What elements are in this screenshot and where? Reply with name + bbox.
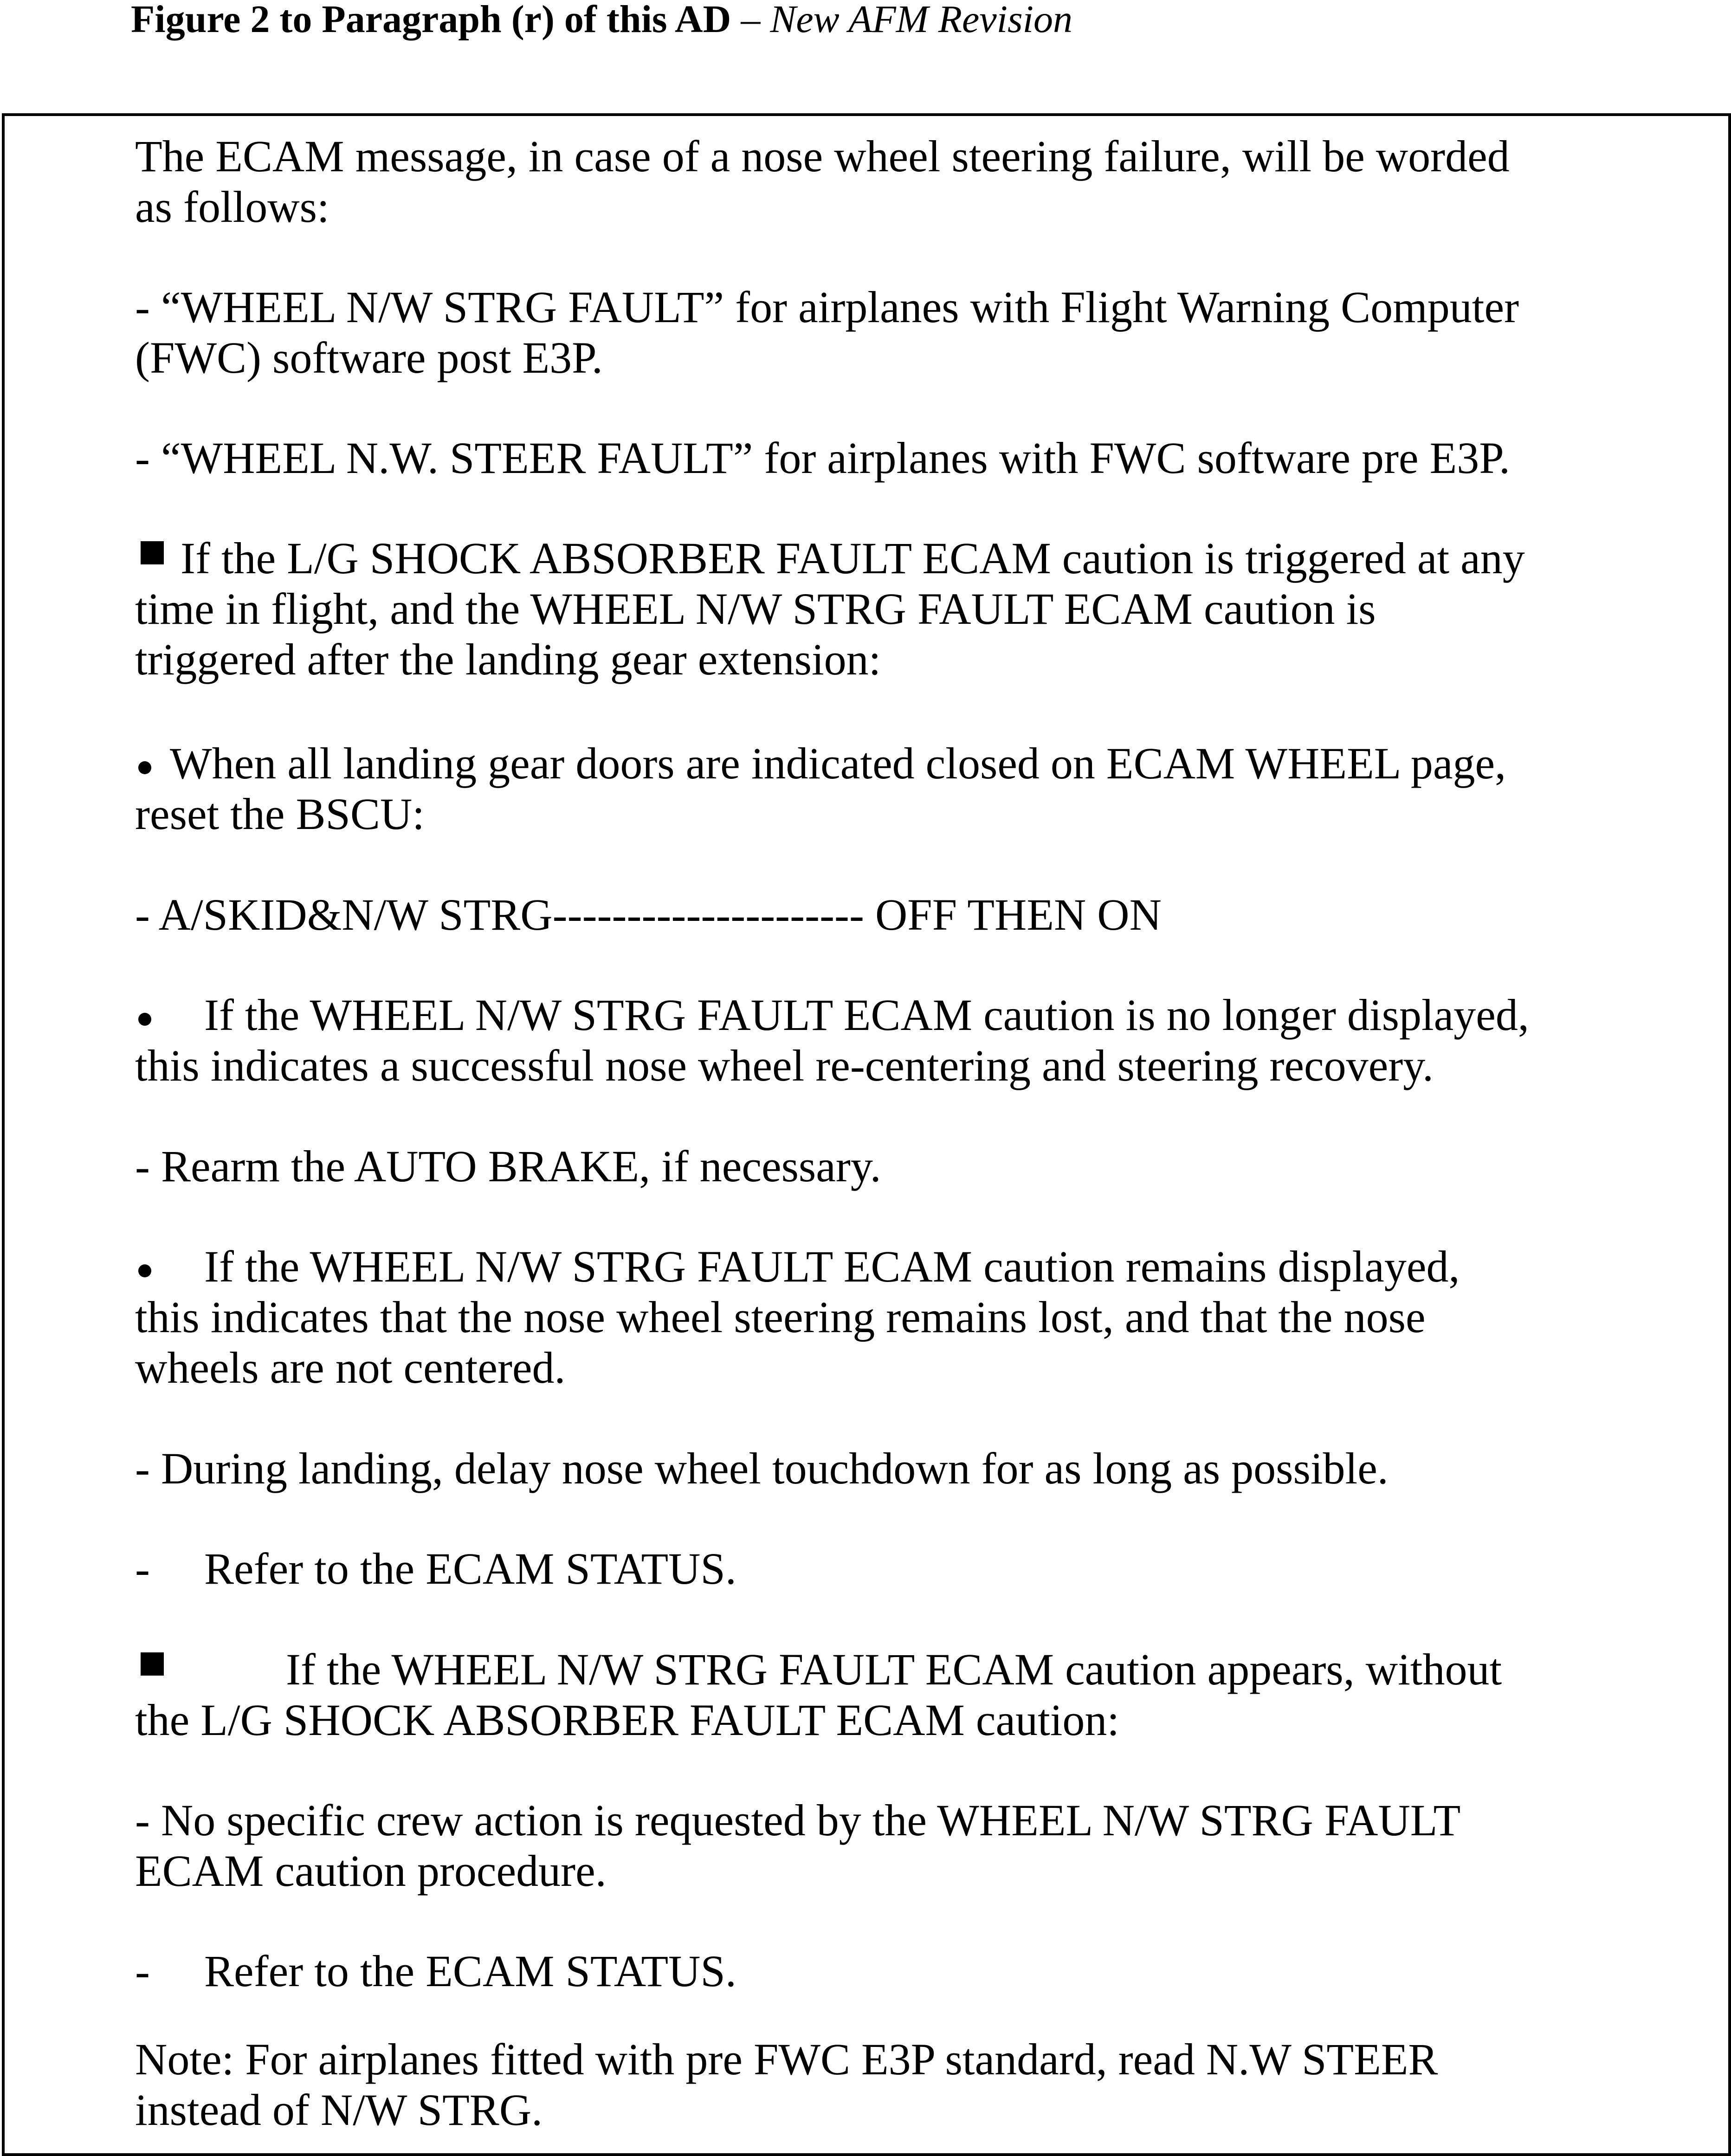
bullet-dot-icon	[138, 1264, 151, 1277]
figure-title: Figure 2 to Paragraph (r) of this AD	[131, 0, 731, 41]
caution-cleared-line-2: this indicates a successful nose wheel re-centering and steering recovery.	[135, 1041, 1434, 1090]
square-bullet-icon	[141, 541, 164, 564]
message-post-e3p-line-1: - “WHEEL N/W STRG FAULT” for airplanes with Flight Warning Computer	[135, 282, 1519, 332]
ecam-status-dash: -	[135, 1544, 150, 1593]
caution-remains-line-3: wheels are not centered.	[135, 1343, 566, 1392]
condition-shock-absorber-line-3: triggered after the landing gear extension:	[135, 634, 881, 684]
message-post-e3p-line-2: (FWC) software post E3P.	[135, 333, 603, 382]
condition-shock-absorber-line-1: If the L/G SHOCK ABSORBER FAULT ECAM caution is triggered at any	[181, 533, 1525, 583]
rearm-autobrake-step: - Rearm the AUTO BRAKE, if necessary.	[135, 1141, 881, 1191]
bullet-dot-icon	[138, 1013, 151, 1026]
bscu-reset-step: - A/SKID&N/W STRG--------------------- OFF THEN ON	[135, 890, 1162, 939]
figure-subtitle: – New AFM Revision	[741, 0, 1072, 41]
message-pre-e3p-line: - “WHEEL N.W. STEER FAULT” for airplanes with FWC software pre E3P.	[135, 433, 1510, 483]
figure-caption	[131, 0, 1072, 39]
intro-line-1: The ECAM message, in case of a nose wheel steering failure, will be worded	[135, 131, 1510, 181]
doors-closed-line-2: reset the BSCU:	[135, 789, 425, 839]
condition-no-shock-absorber-line-1: If the WHEEL N/W STRG FAULT ECAM caution appears, without	[286, 1645, 1502, 1694]
caution-remains-line-2: this indicates that the nose wheel steering remains lost, and that the nose	[135, 1292, 1426, 1342]
ecam-status-step: Refer to the ECAM STATUS.	[204, 1946, 736, 1996]
intro-line-2: as follows:	[135, 182, 329, 232]
bullet-dot-icon	[138, 761, 151, 774]
square-bullet-icon	[141, 1652, 164, 1676]
landing-delay-step: - During landing, delay nose wheel touchdown for as long as possible.	[135, 1444, 1389, 1493]
caution-cleared-line-1: If the WHEEL N/W STRG FAULT ECAM caution is no longer displayed,	[204, 990, 1529, 1040]
ecam-status-step: Refer to the ECAM STATUS.	[204, 1544, 736, 1593]
doors-closed-line-1: When all landing gear doors are indicated closed on ECAM WHEEL page,	[170, 738, 1506, 788]
no-crew-action-line-2: ECAM caution procedure.	[135, 1846, 607, 1896]
condition-shock-absorber-line-2: time in flight, and the WHEEL N/W STRG FAULT ECAM caution is	[135, 584, 1376, 634]
no-crew-action-line-1: - No specific crew action is requested by the WHEEL N/W STRG FAULT	[135, 1795, 1461, 1845]
caution-remains-line-1: If the WHEEL N/W STRG FAULT ECAM caution remains displayed,	[204, 1242, 1460, 1291]
condition-no-shock-absorber-line-2: the L/G SHOCK ABSORBER FAULT ECAM caution:	[135, 1695, 1120, 1745]
note-line-2: instead of N/W STRG.	[135, 2085, 543, 2135]
note-line-1: Note: For airplanes fitted with pre FWC E3P standard, read N.W STEER	[135, 2034, 1438, 2084]
ecam-status-dash: -	[135, 1946, 150, 1996]
